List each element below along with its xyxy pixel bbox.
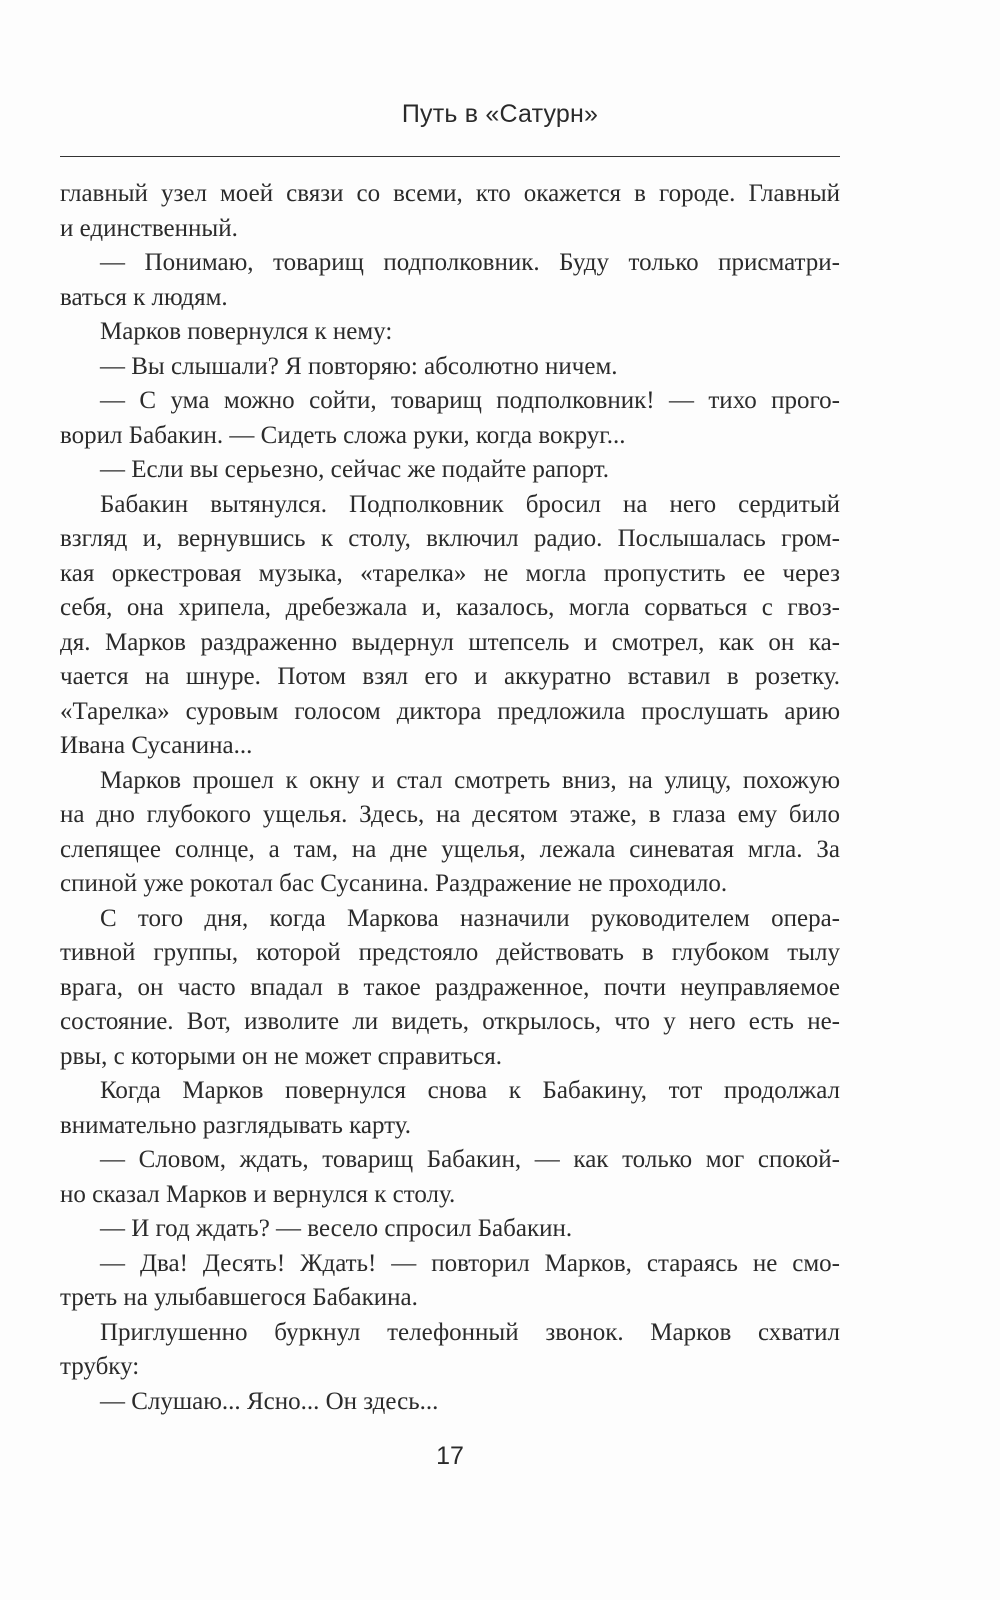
text-line: треть на улыбавшегося Бабакина.	[60, 1284, 418, 1311]
text-line: врага, он часто впадал в такое раздраженное, почти неуправляемое	[60, 973, 840, 1001]
text-line: ворил Бабакин. — Сидеть сложа руки, когда вокруг...	[60, 421, 626, 449]
text-line: главный узел моей связи со всеми, кто окажется в городе. Главный	[60, 180, 840, 207]
text-line: себя, она хрипела, дребезжала и, казалось, могла сорваться с гвоз-	[60, 594, 840, 621]
text-line: кая оркестровая музыка, «тарелка» не могла пропустить ее через	[60, 559, 840, 587]
text-line: Марков повернулся к нему:	[100, 318, 393, 345]
text-line: — Если вы серьезно, сейчас же подайте рапорт.	[100, 456, 610, 483]
text-line: внимательно разглядывать карту.	[60, 1111, 412, 1139]
text-line: Бабакин вытянулся. Подполковник бросил на него сердитый	[100, 490, 840, 518]
running-header: Путь в «Сатурн»	[401, 100, 599, 128]
text-line: слепящее солнце, а там, на дне ущелья, лежала синеватая мгла. За	[60, 835, 840, 863]
text-line: — И год ждать? — весело спросил Бабакин.	[100, 1215, 573, 1242]
header-divider	[60, 156, 840, 157]
text-line: дя. Марков раздраженно выдернул штепсель и смотрел, как он ка-	[60, 628, 840, 656]
text-line: рвы, с которыми он не может справиться.	[60, 1042, 503, 1070]
text-line: чается на шнуре. Потом взял его и аккуратно вставил в розетку.	[60, 663, 840, 690]
text-line: — Слушаю... Ясно... Он здесь...	[100, 1387, 439, 1415]
text-line: Когда Марков повернулся снова к Бабакину, тот продолжал	[100, 1077, 840, 1104]
text-line: взгляд и, вернувшись к столу, включил радио. Послышалась гром-	[60, 525, 840, 552]
text-line: на дно глубокого ущелья. Здесь, на десятом этаже, в глаза ему било	[60, 801, 840, 828]
text-line: С того дня, когда Маркова назначили руководителем опера-	[100, 904, 840, 932]
text-line: Ивана Сусанина...	[60, 732, 253, 759]
text-line: трубку:	[60, 1353, 140, 1380]
text-line: ваться к людям.	[60, 283, 228, 311]
text-line: «Тарелка» суровым голосом диктора предложила прослушать арию	[60, 697, 840, 725]
page-body-text	[60, 177, 840, 1419]
text-line: но сказал Марков и вернулся к столу.	[60, 1180, 456, 1208]
text-line: — Понимаю, товарищ подполковник. Буду только присматри-	[100, 249, 840, 276]
text-line: Приглушенно буркнул телефонный звонок. Марков схватил	[100, 1318, 840, 1346]
page-number: 17	[436, 1442, 464, 1470]
text-line: спиной уже рокотал бас Сусанина. Раздражение не проходило.	[60, 870, 728, 897]
text-line: — Два! Десять! Ждать! — повторил Марков, стараясь не смо-	[100, 1249, 840, 1277]
text-line: тивной группы, которой предстояло действовать в глубоком тылу	[60, 939, 840, 966]
text-line: и единственный.	[60, 214, 238, 242]
text-line: — Словом, ждать, товарищ Бабакин, — как только мог спокой-	[100, 1146, 840, 1173]
text-line: — С ума можно сойти, товарищ подполковник! — тихо прого-	[100, 387, 840, 414]
text-line: состояние. Вот, изволите ли видеть, открылось, что у него есть не-	[60, 1008, 840, 1035]
text-line: Марков прошел к окну и стал смотреть вниз, на улицу, похожую	[100, 766, 840, 794]
text-line: — Вы слышали? Я повторяю: абсолютно ничем.	[100, 352, 618, 380]
